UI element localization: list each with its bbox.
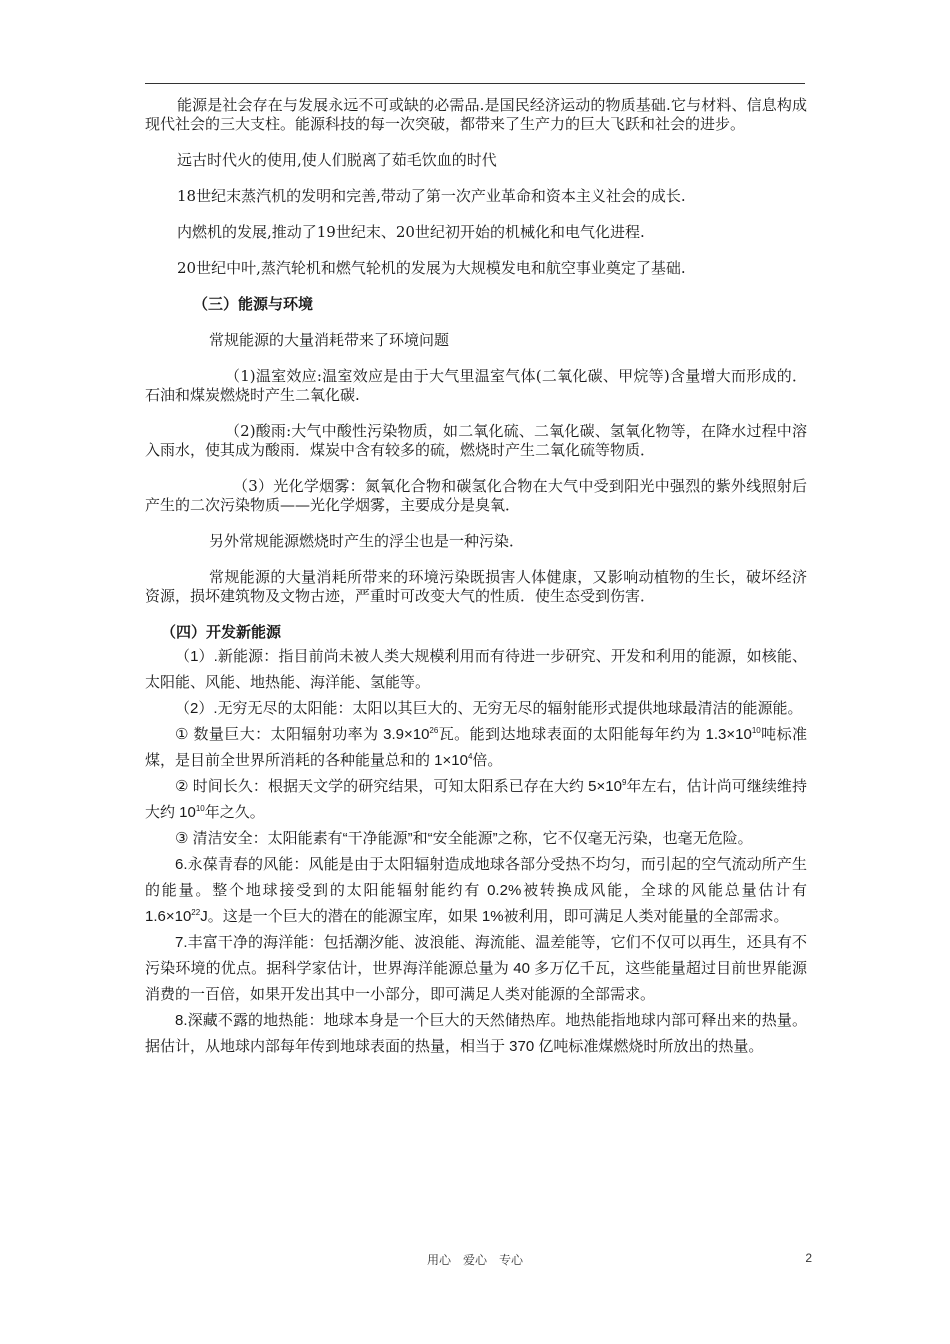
header-rule (145, 83, 805, 84)
solar-quantity-paragraph: ① 数量巨大：太阳辐射功率为 $3.9\times 10^{26}$瓦。能到达地球表面的太阳能每年约为 $1.3\times 10^{10}$吨标准煤，是目前全世界所消耗的各种能量总和的 $1\times 10^4$倍。 (145, 726, 807, 769)
environment-intro: 常规能源的大量消耗带来了环境问题 (209, 331, 450, 349)
intro-fire-line: 远古时代火的使用,使人们脱离了茹毛饮血的时代 (177, 151, 497, 169)
geothermal-energy-paragraph: 8.深藏不露的地热能：地球本身是一个巨大的天然储热库。地热能指地球内部可释出来的热量。据估计，从地球内部每年传到地球表面的热量，相当于 370 亿吨标准煤燃烧时所放出的热量。 (145, 1012, 807, 1055)
intro-paragraph: 能源是社会存在与发展永远不可或缺的必需品.是国民经济运动的物质基础.它与材料、信息构成现代社会的三大支柱。能源科技的每一次突破，都带来了生产力的巨大飞跃和社会的进步。 (145, 96, 807, 133)
page-content (145, 96, 807, 1060)
intro-turbine-line: 20世纪中叶,蒸汽轮机和燃气轮机的发展为大规模发电和航空事业奠定了基础. (177, 259, 686, 277)
page-number: 2 (805, 1251, 812, 1265)
section-3-heading: （三）能源与环境 (193, 296, 314, 313)
intro-steam-line: 18世纪末蒸汽机的发明和完善,带动了第一次产业革命和资本主义社会的成长. (177, 187, 686, 205)
footer-motto: 用心 爱心 专心 (426, 1253, 523, 1267)
greenhouse-paragraph: （1)温室效应:温室效应是由于大气里温室气体(二氧化碳、甲烷等)含量增大而形成的．石油和煤炭燃烧时产生二氧化碳. (145, 367, 807, 404)
acid-rain-paragraph: （2)酸雨:大气中酸性污染物质，如二氧化硫、二氧化碳、氢氧化物等，在降水过程中溶入雨水，使其成为酸雨．煤炭中含有较多的硫，燃烧时产生二氧化硫等物质． (145, 422, 807, 459)
solar-safety-paragraph: ③ 清洁安全：太阳能素有“干净能源”和“安全能源”之称，它不仅毫无污染，也毫无危险。 (175, 830, 753, 847)
section-4-heading: （四）开发新能源 (161, 624, 282, 641)
dust-paragraph: 另外常规能源燃烧时产生的浮尘也是一种污染． (209, 532, 525, 550)
solar-duration-paragraph: ② 时间长久：根据天文学的研究结果，可知太阳系已存在大约 $5\times 10^9$年左右，估计尚可继续维持大约 $10^{10}$年之久。 (145, 778, 807, 821)
pollution-summary: 常规能源的大量消耗所带来的环境污染既损害人体健康，又影响动植物的生长，破坏经济资源，损坏建筑物及文物古迹，严重时可改变大气的性质．使生态受到伤害． (145, 568, 807, 605)
ocean-energy-paragraph: 7.丰富干净的海洋能：包括潮汐能、波浪能、海流能、温差能等，它们不仅可以再生，还具有不污染环境的优点。据科学家估计，世界海洋能源总量为 40 多万亿千瓦，这些能量超过目前世界能源消费的一百倍，如果开发出其中一小部分，即可满足人类对能源的全部需求。 (145, 934, 807, 1003)
solar-energy-paragraph: （2）.无穷无尽的太阳能：太阳以其巨大的、无穷无尽的辐射能形式提供地球最清洁的能源能。 (175, 700, 803, 717)
smog-paragraph: （3）光化学烟雾：氮氧化合物和碳氢化合物在大气中受到阳光中强烈的紫外线照射后产生的二次污染物质——光化学烟雾，主要成分是臭氧． (145, 477, 807, 514)
intro-engine-line: 内燃机的发展,推动了19世纪末、20世纪初开始的机械化和电气化进程. (177, 223, 645, 241)
new-energy-paragraph: （1）.新能源：指目前尚未被人类大规模利用而有待进一步研究、开发和利用的能源，如核能、太阳能、风能、地热能、海洋能、氢能等。 (145, 648, 807, 691)
wind-energy-paragraph: 6.永葆青春的风能：风能是由于太阳辐射造成地球各部分受热不均匀，而引起的空气流动所产生的能量。整个地球接受到的太阳能辐射能约有 0.2%被转换成风能，全球的风能总量估计有 $1.6\times 10^{22}J$。这是一个巨大的潜在的能源宝库，如果 1%被利用，即可满足人类对能量的全部需求。 (145, 856, 807, 925)
